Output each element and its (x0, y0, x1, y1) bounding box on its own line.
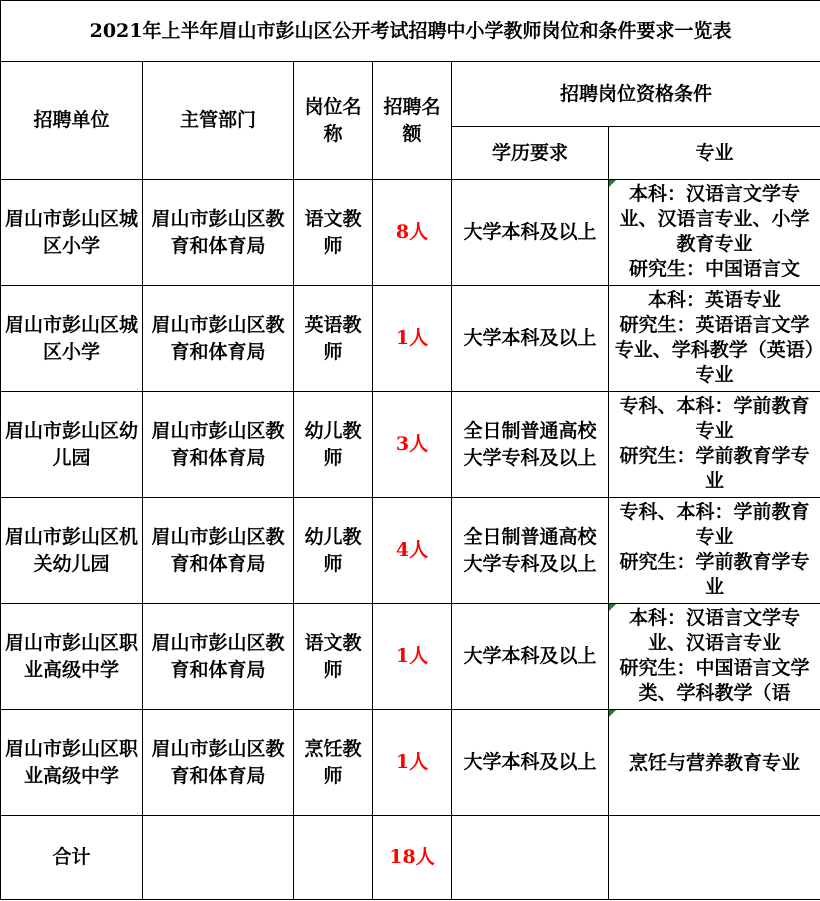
cell-position: 语文教师 (294, 604, 373, 710)
total-education-empty (452, 816, 609, 900)
cell-major-text: 专科、本科：学前教育专业 研究生：学前教育学专业 (619, 395, 810, 492)
cell-major-text: 本科：汉语言文学专业、汉语言专业 研究生：中国语言文学类、学科教学（语 (619, 607, 810, 704)
cell-education: 大学本科及以上 (452, 710, 609, 816)
cell-position: 烹饪教师 (294, 710, 373, 816)
cell-quota: 3人 (373, 392, 452, 498)
cell-major-text: 专科、本科：学前教育专业 研究生：学前教育学专业 (619, 501, 810, 598)
cell-position: 语文教师 (294, 180, 373, 286)
cell-position: 英语教师 (294, 286, 373, 392)
cell-major-text: 本科：英语专业 研究生：英语语言文学专业、学科教学（英语）专业 (614, 289, 815, 386)
table-row (1, 392, 820, 498)
total-position-empty (294, 816, 373, 900)
cell-quota: 8人 (373, 180, 452, 286)
table-row (1, 604, 820, 710)
cell-unit: 眉山市彭山区城区小学 (1, 286, 143, 392)
cell-major (609, 286, 820, 392)
total-row (1, 816, 820, 900)
header-position: 岗位名称 (294, 62, 373, 180)
cell-major (609, 392, 820, 498)
table-row (1, 710, 820, 816)
cell-department: 眉山市彭山区教育和体育局 (143, 604, 294, 710)
table-title: 2021年上半年眉山市彭山区公开考试招聘中小学教师岗位和条件要求一览表 (1, 1, 820, 62)
header-quota: 招聘名额 (373, 62, 452, 180)
cell-major-text: 烹饪与营养教育专业 (629, 752, 801, 774)
comment-marker-icon (609, 180, 616, 187)
cell-department: 眉山市彭山区教育和体育局 (143, 392, 294, 498)
total-label: 合计 (1, 816, 143, 900)
table-row (1, 498, 820, 604)
cell-position: 幼儿教师 (294, 498, 373, 604)
cell-quota: 1人 (373, 710, 452, 816)
table-row (1, 180, 820, 286)
total-major-empty (609, 816, 820, 900)
table-row (1, 286, 820, 392)
comment-marker-icon (609, 604, 616, 611)
cell-unit: 眉山市彭山区城区小学 (1, 180, 143, 286)
cell-unit: 眉山市彭山区幼儿园 (1, 392, 143, 498)
cell-quota: 1人 (373, 286, 452, 392)
cell-unit: 眉山市彭山区职业高级中学 (1, 710, 143, 816)
total-department-empty (143, 816, 294, 900)
header-qualifications: 招聘岗位资格条件 (452, 62, 820, 127)
cell-department: 眉山市彭山区教育和体育局 (143, 498, 294, 604)
header-department: 主管部门 (143, 62, 294, 180)
cell-education: 大学本科及以上 (452, 180, 609, 286)
cell-unit: 眉山市彭山区职业高级中学 (1, 604, 143, 710)
cell-major-text: 本科：汉语言文学专业、汉语言专业、小学教育专业 研究生：中国语言文 (619, 183, 810, 280)
header-major: 专业 (609, 127, 820, 180)
cell-position: 幼儿教师 (294, 392, 373, 498)
cell-education: 大学本科及以上 (452, 286, 609, 392)
header-education: 学历要求 (452, 127, 609, 180)
cell-department: 眉山市彭山区教育和体育局 (143, 180, 294, 286)
cell-quota: 4人 (373, 498, 452, 604)
cell-education: 全日制普通高校大学专科及以上 (452, 392, 609, 498)
cell-major (609, 710, 820, 816)
header-unit: 招聘单位 (1, 62, 143, 180)
comment-marker-icon (609, 710, 616, 717)
cell-education: 全日制普通高校大学专科及以上 (452, 498, 609, 604)
cell-department: 眉山市彭山区教育和体育局 (143, 710, 294, 816)
cell-major (609, 498, 820, 604)
cell-education: 大学本科及以上 (452, 604, 609, 710)
cell-quota: 1人 (373, 604, 452, 710)
cell-department: 眉山市彭山区教育和体育局 (143, 286, 294, 392)
cell-unit: 眉山市彭山区机关幼儿园 (1, 498, 143, 604)
cell-major (609, 604, 820, 710)
total-quota: 18人 (373, 816, 452, 900)
cell-major (609, 180, 820, 286)
